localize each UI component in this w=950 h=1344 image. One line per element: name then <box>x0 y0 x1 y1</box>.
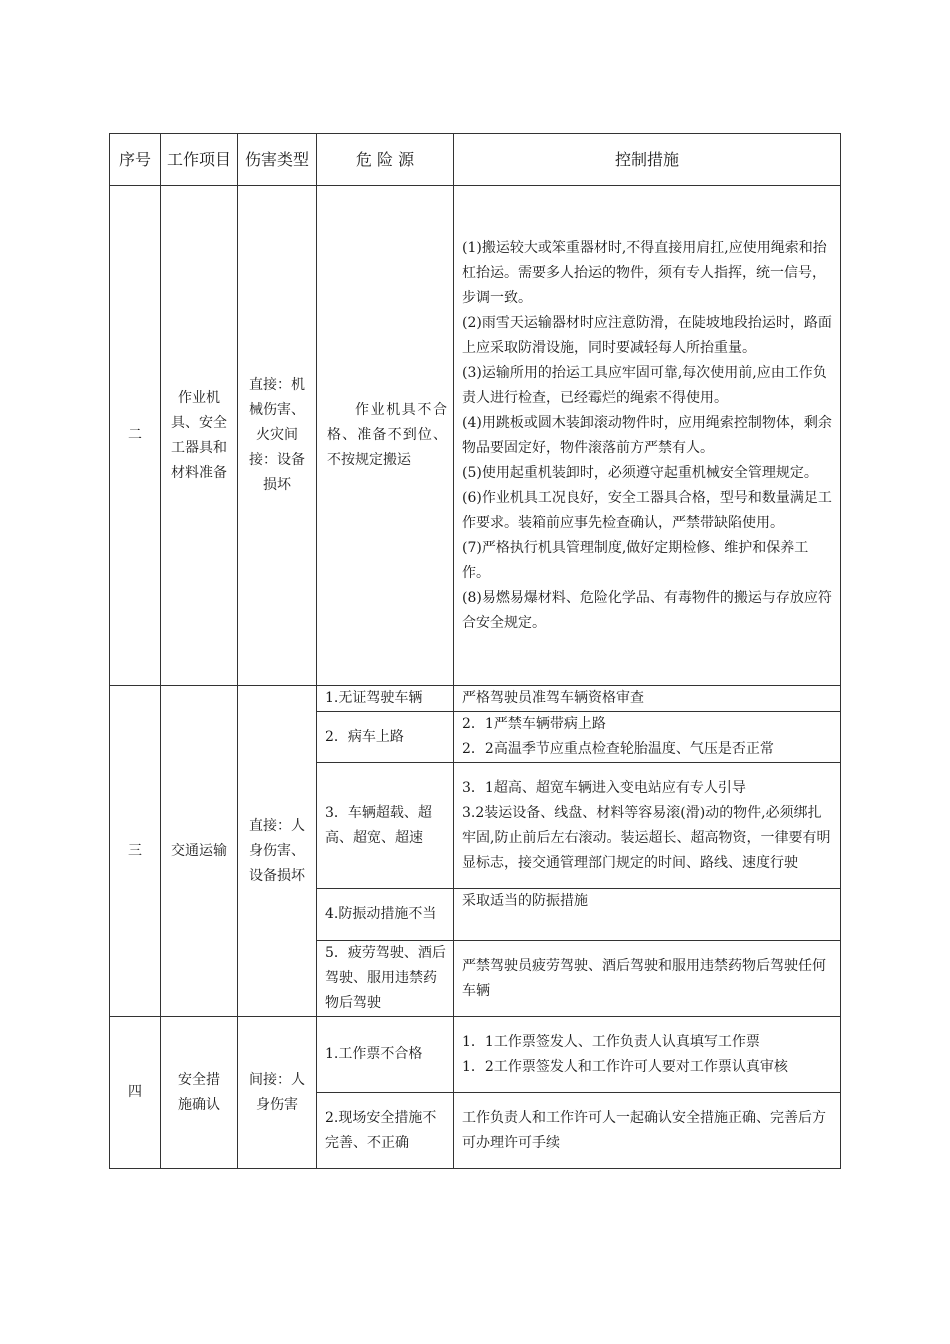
control-cell <box>454 1093 841 1169</box>
control-line: (6)作业机具工况良好，安全工器具合格，型号和数量满足工作要求。装箱前应事先检查确认，严禁带缺陷使用。 <box>462 489 832 531</box>
control-line: (4)用跳板或圆木装卸滚动物件时，应用绳索控制物体，剩余物品要固定好，物件滚落前方严禁有人。 <box>462 414 832 456</box>
hazard-cell: 5．疲劳驾驶、酒后驾驶、服用违禁药物后驾驶 <box>317 941 454 1017</box>
control-line: 2．2高温季节应重点检查轮胎温度、气压是否正常 <box>462 741 774 757</box>
header-control-measures: 控制措施 <box>454 134 841 186</box>
hazard-cell: 4.防振动措施不当 <box>317 889 454 941</box>
control-line: 2．1严禁车辆带病上路 <box>462 716 606 732</box>
hazard-cell: 1.无证驾驶车辆 <box>317 686 454 712</box>
work-item-cell: 安全措施确认 <box>161 1017 238 1169</box>
hazard-cell: 3．车辆超载、超高、超宽、超速 <box>317 763 454 889</box>
hazard-cell: 1.工作票不合格 <box>317 1017 454 1093</box>
control-cell <box>454 763 841 889</box>
seq-cell: 四 <box>110 1017 161 1169</box>
table-row <box>110 1017 841 1093</box>
control-line: (8)易燃易爆材料、危险化学品、有毒物件的搬运与存放应符合安全规定。 <box>462 589 832 631</box>
header-harm-type: 伤害类型 <box>238 134 317 186</box>
table-row <box>110 686 841 712</box>
control-line: 严格驾驶员准驾车辆资格审查 <box>462 690 644 706</box>
risk-control-table <box>109 133 841 1169</box>
header-row <box>110 134 841 186</box>
work-item-cell: 作业机具、安全工器具和材料准备 <box>161 186 238 686</box>
harm-type-cell: 间接：人身伤害 <box>238 1017 317 1169</box>
seq-cell: 三 <box>110 686 161 1017</box>
header-seq: 序号 <box>110 134 161 186</box>
seq-cell: 二 <box>110 186 161 686</box>
control-cell <box>454 941 841 1017</box>
hazard-cell: 作业机具不合格、准备不到位、不按规定搬运 <box>317 186 454 686</box>
header-hazard-source: 危 险 源 <box>317 134 454 186</box>
control-cell <box>454 686 841 712</box>
harm-type-cell: 直接：机械伤害、火灾间接：设备损坏 <box>238 186 317 686</box>
control-line: (2)雨雪天运输器材时应注意防滑，在陡坡地段抬运时，路面上应采取防滑设施，同时要减轻每人所抬重量。 <box>462 314 832 356</box>
control-line: 严禁驾驶员疲劳驾驶、酒后驾驶和服用违禁药物后驾驶任何车辆 <box>462 957 826 999</box>
control-cell <box>454 186 841 686</box>
control-line: 采取适当的防振措施 <box>462 893 588 909</box>
control-line: 1．1工作票签发人、工作负责人认真填写工作票 <box>462 1033 760 1050</box>
table-row <box>110 186 841 686</box>
control-line: (5)使用起重机装卸时，必须遵守起重机械安全管理规定。 <box>462 464 818 481</box>
work-item-cell: 交通运输 <box>161 686 238 1017</box>
control-line: 工作负责人和工作许可人一起确认安全措施正确、完善后方可办理许可手续 <box>462 1109 826 1151</box>
hazard-cell: 2.现场安全措施不完善、不正确 <box>317 1093 454 1169</box>
control-cell <box>454 712 841 763</box>
harm-type-cell: 直接：人身伤害、设备损坏 <box>238 686 317 1017</box>
hazard-cell: 2．病车上路 <box>317 712 454 763</box>
control-cell <box>454 889 841 941</box>
control-line: 3.2装运设备、线盘、材料等容易滚(滑)动的物件,必须绑扎牢固,防止前后左右滚动。装运超长、超高物资，一律要有明显标志，接交通管理部门规定的时间、路线、速度行驶 <box>462 804 831 871</box>
control-line: (1)搬运较大或笨重器材时,不得直接用肩扛,应使用绳索和抬杠抬运。需要多人抬运的物件，须有专人指挥，统一信号，步调一致。 <box>462 239 827 306</box>
control-line: (7)严格执行机具管理制度,做好定期检修、维护和保养工作。 <box>462 539 809 581</box>
control-line: (3)运输所用的抬运工具应牢固可靠,每次使用前,应由工作负责人进行检查，已经霉烂的绳索不得使用。 <box>462 364 827 406</box>
header-item: 工作项目 <box>161 134 238 186</box>
control-cell <box>454 1017 841 1093</box>
control-line: 3．1超高、超宽车辆进入变电站应有专人引导 <box>462 779 746 796</box>
control-line: 1．2工作票签发人和工作许可人要对工作票认真审核 <box>462 1058 788 1075</box>
